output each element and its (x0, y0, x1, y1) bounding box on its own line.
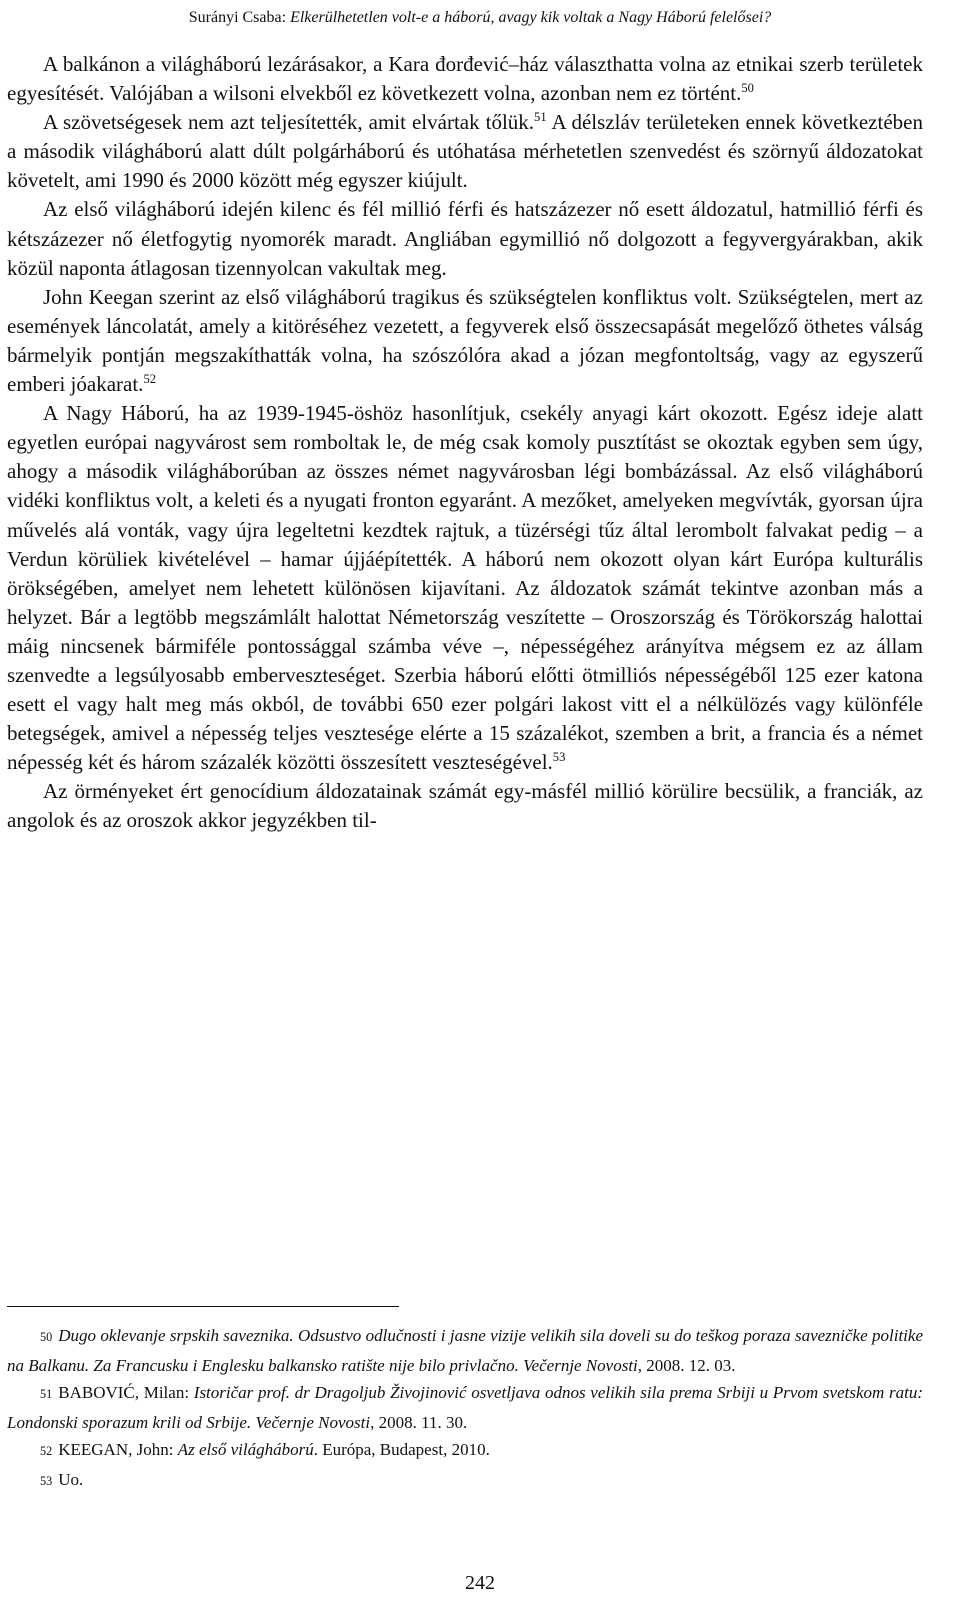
footnote-ref: 51 (534, 110, 547, 125)
running-header (0, 8, 960, 28)
paragraph-text: John Keegan szerint az első világháború tragikus és szükségtelen konfliktus volt. Szükségtelen, mert az események láncolatát, amely a kitöréséhez vezetett, a fegyverek első összecsapását megelőző öthetes válság bármelyik pontján megszakíthatták volna, ha szószólóra akad a józan megfontoltság, vagy az egyszerű emberi jóakarat. (7, 284, 923, 397)
footnote-53 (7, 1466, 923, 1496)
page-number: 242 (465, 1572, 495, 1594)
footnote-52 (7, 1436, 923, 1466)
footnote-author: BABOVIĆ, Milan: (58, 1383, 194, 1402)
footnote-51 (7, 1379, 923, 1436)
footnote-text: , 2008. 12. 03. (637, 1355, 736, 1375)
header-title: Elkerülhetetlen volt-e a háború, avagy kik voltak a Nagy Háború felelősei? (290, 9, 772, 26)
paragraph (7, 283, 923, 399)
paragraph (7, 399, 923, 777)
footnote-italic-text: Az első világháború (177, 1440, 314, 1459)
footnote-separator (7, 1306, 399, 1307)
footnote-ref: 50 (741, 81, 754, 96)
paragraph: Az első világháború idején kilenc és fél millió férfi és hatszázezer nő esett áldozatul, hatmillió férfi és kétszázezer nő életfogytig nyomorék maradt. Angliában egymillió nő dolgozott a fegyvergyárakban, akik közül naponta átlagosan tizennyolcan vakultak meg. (7, 197, 923, 280)
footnote-number: 52 (40, 1444, 53, 1458)
paragraph-text: A Nagy Háború, ha az 1939-1945-öshöz hasonlítjuk, csekély anyagi kárt okozott. Egész ideje alatt egyetlen európai nagyvárost sem romboltak le, de még csak komoly pusztítást se okoztak egyben sem úgy, ahogy a második világháborúban az összes német nagyvárosban légi bombázással. Az első világháború vidéki konfliktus volt, a keleti és a nyugati fronton egyaránt. A mezőket, amelyeken megvívták, gyorsan újra művelés alá vonták, vagy újra legeltetni kezdtek rajtuk, a tüzérségi tűz által lerombolt falvakat pedig – a Verdun körüliek kivételével – hamar újjáépítették. A háború nem okozott olyan kárt Európa kulturális örökségében, amelyet nem lehetett különösen kijavítani. Az áldozatok számát tekintve azonban más a helyzet. Bár a legtöbb megszámlált halottat Németország veszítette – Oroszország és Törökország halottai máig nincsenek bármiféle pontossággal számba véve –, népességéhez arányítva mégsem ez az állam szenvedte a legsúlyosabb emberveszteséget. Szerbia háború előtti ötmilliós népességéből 125 ezer katona esett el vagy halt meg más okból, de további 650 ezer polgári lakost vitt el a nélkülözés vagy különféle betegségek, amivel a népesség teljes vesztesége elérte a 15 százalékot, szemben a brit, a francia és a német népesség két és három százalék közötti összesített veszteségével. (7, 401, 923, 775)
footnote-number: 50 (40, 1330, 53, 1344)
footnote-ref: 52 (143, 372, 157, 387)
footnotes (7, 1322, 923, 1495)
footnote-ref: 53 (552, 750, 566, 765)
footnote-text: , 2008. 11. 30. (370, 1412, 468, 1432)
paragraph: Az örményeket ért genocídium áldozatainak számát egy-másfél millió körülire becsülik, a franciák, az angolok és az oroszok akkor jegyzékben til- (7, 779, 923, 833)
footnote-italic-text: Istoričar prof. dr Dragoljub Živojinović osvetljava odnos velikih sila prema Srbiji u Prvom svetskom ratu: Londonski sporazum krili od Srbije. Večernje Novosti (7, 1383, 923, 1432)
footnote-50 (7, 1322, 923, 1379)
paragraph (7, 50, 923, 108)
paragraph-text: A délszláv területeken ennek következtében a második világháború alatt dúlt polgárháború és utóhatása mérhetetlen szenvedést és szörnyű áldozatokat követelt, ami 1990 és 2000 között még egyszer kiújult. (7, 110, 923, 193)
paragraph-text: A szövetségesek nem azt teljesítették, amit elvártak tőlük. (43, 110, 535, 135)
paragraph (7, 108, 923, 195)
footnote-number: 51 (40, 1387, 53, 1401)
footnote-author: KEEGAN, John: (58, 1440, 178, 1459)
footnote-number: 53 (40, 1473, 53, 1488)
header-author: Surányi Csaba: (188, 9, 287, 26)
body-text (7, 50, 923, 836)
footnote-text: . Európa, Budapest, 2010. (313, 1440, 490, 1459)
footnote-text: Uo. (58, 1469, 84, 1489)
paragraph-text: A balkánon a világháború lezárásakor, a Kara đorđević–ház választhatta volna az etnikai szerb területek egyesítését. Valójában a wilsoni elvekből ez következett volna, azonban nem ez történt. (7, 52, 923, 106)
footnote-italic-text: Dugo oklevanje srpskih saveznika. Odsustvo odlučnosti i jasne vizije velikih sila doveli su do teškog poraza savezničke politike na Balkanu. Za Francusku i Englesku balkansko ratište nije bilo privlačno. Večernje Novosti (7, 1326, 923, 1375)
